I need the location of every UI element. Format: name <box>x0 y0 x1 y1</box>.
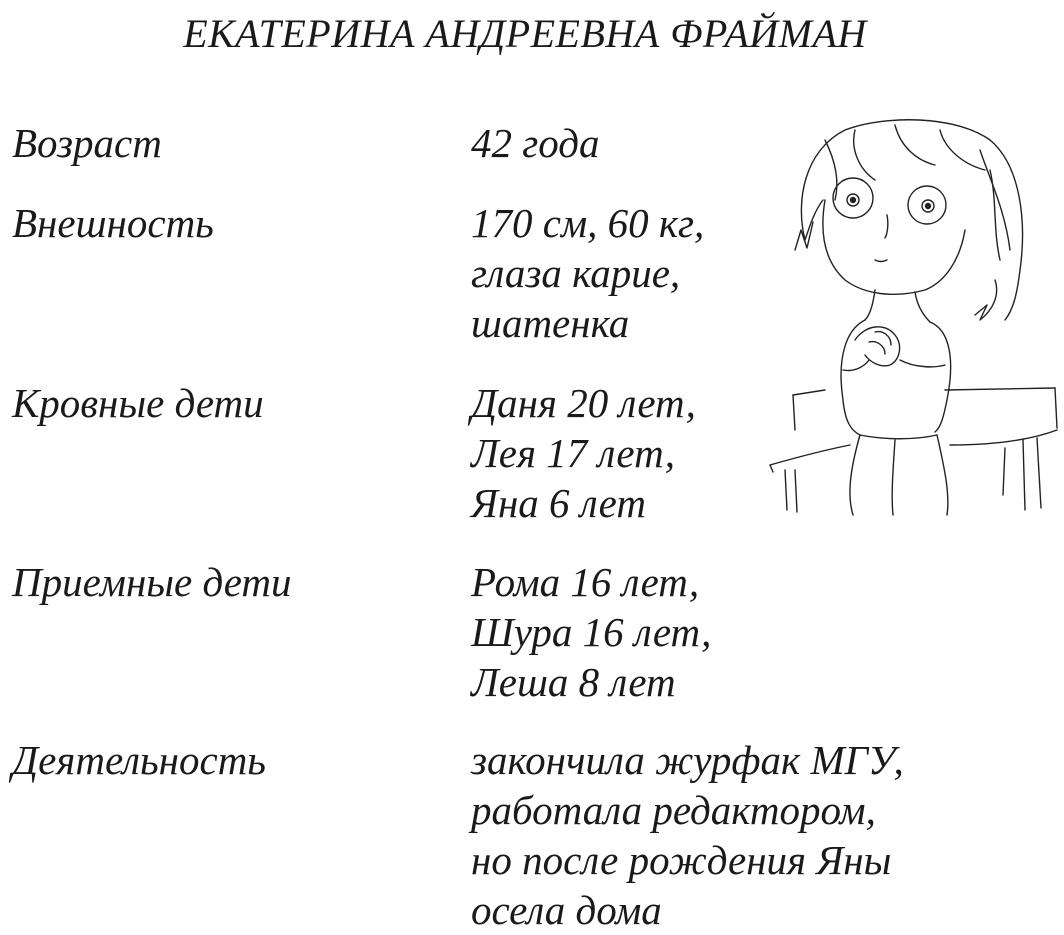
row-label: Внешность <box>12 200 214 246</box>
row-value-line: 42 года <box>471 120 600 166</box>
row-value-line: Рома 16 лет, <box>471 559 700 605</box>
row-value <box>471 378 696 528</box>
row-value <box>471 118 599 168</box>
row-value <box>471 198 704 348</box>
row-value-line: Леша 8 лет <box>471 659 676 705</box>
row-value-line: шатенка <box>471 300 630 346</box>
row-value-line: 170 см, 60 кг, <box>471 200 705 246</box>
row-value-line: работала редактором, <box>471 787 876 833</box>
row-label: Возраст <box>12 120 162 166</box>
page-title: ЕКАТЕРИНА АНДРЕЕВНА ФРАЙМАН <box>183 11 867 56</box>
row-value <box>471 557 711 707</box>
row-value-line: Лея 17 лет, <box>471 430 675 476</box>
row-value-line: Яна 6 лет <box>471 480 646 526</box>
row-label: Приемные дети <box>12 559 292 605</box>
row-value-line: Даня 20 лет, <box>471 380 696 426</box>
row-value-line: Шура 16 лет, <box>471 609 712 655</box>
row-value-line: осела дома <box>471 887 662 933</box>
row-value-line: закончила журфак МГУ, <box>471 737 904 783</box>
row-value-line: но после рождения Яны <box>471 837 892 883</box>
row-label: Кровные дети <box>12 380 264 426</box>
row-value-line: глаза карие, <box>471 250 681 296</box>
row-label: Деятельность <box>12 737 266 783</box>
row-value <box>471 735 904 935</box>
sketch-girl-on-bench-icon <box>765 110 1060 520</box>
